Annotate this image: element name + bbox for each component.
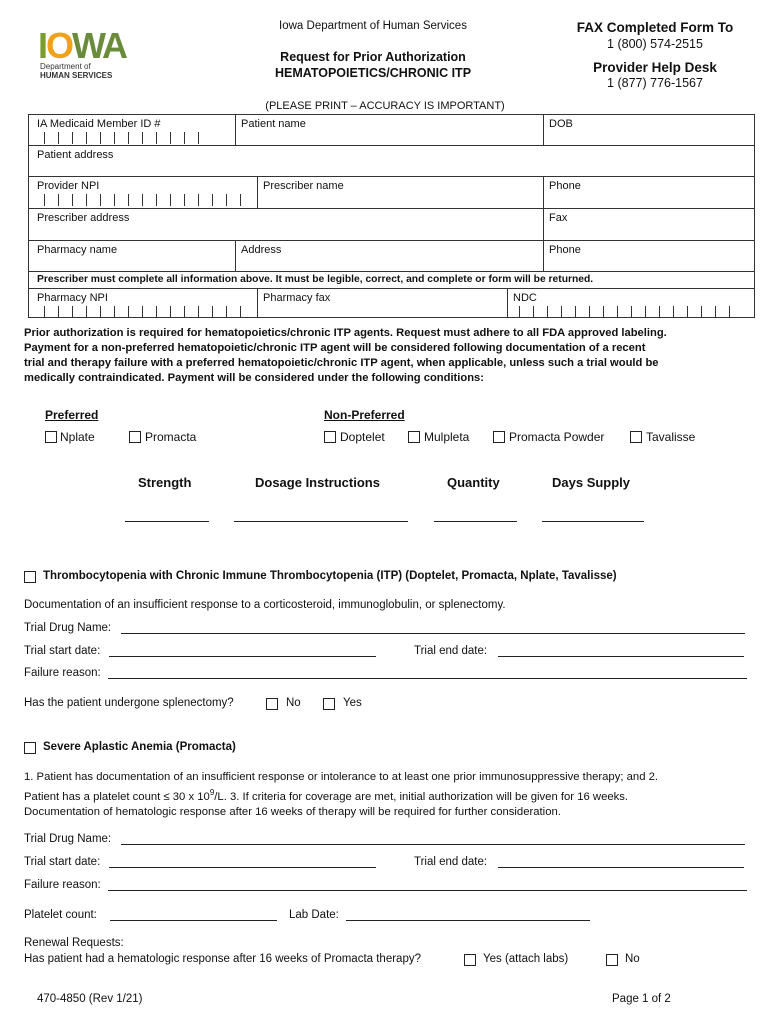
grid-line — [28, 145, 755, 146]
form-title-2: HEMATOPOIETICS/CHRONIC ITP — [274, 66, 472, 80]
renewal-yes-label: Yes (attach labs) — [483, 953, 569, 965]
logo-sub1: Department of — [40, 62, 91, 71]
form-title-1: Request for Prior Authorization — [280, 50, 466, 64]
grid-line — [28, 317, 755, 318]
dashed-separator — [28, 288, 755, 289]
doptelet-label: Doptelet — [340, 430, 385, 444]
dosage-input[interactable] — [234, 521, 408, 522]
intro-paragraph — [24, 326, 764, 386]
saa-checkbox[interactable] — [24, 742, 36, 754]
patient-name-label: Patient name — [241, 118, 306, 130]
nplate-label: Nplate — [60, 430, 95, 444]
phone-label: Phone — [549, 180, 581, 192]
renewal-no-checkbox[interactable] — [606, 954, 618, 966]
itp-trial-start-label: Trial start date: — [24, 645, 101, 657]
grid-line — [543, 240, 544, 271]
saa-line-part: Patient has a platelet count ≤ 30 x 10 — [24, 790, 210, 803]
grid-line — [28, 176, 755, 177]
mulpleta-label: Mulpleta — [424, 430, 470, 444]
splenectomy-yes-checkbox[interactable] — [323, 698, 335, 710]
page-number: Page 1 of 2 — [612, 993, 671, 1005]
grid-line — [507, 289, 508, 317]
days-supply-header: Days Supply — [552, 475, 631, 490]
help-desk-number: 1 (877) 776-1567 — [607, 76, 703, 90]
iowa-dhs-logo — [38, 25, 128, 83]
grid-line — [543, 176, 544, 208]
grid-line — [235, 240, 236, 271]
grid-line — [28, 271, 755, 272]
grid-line — [28, 240, 755, 241]
form-number: 470-4850 (Rev 1/21) — [37, 993, 143, 1005]
days-supply-input[interactable] — [542, 521, 644, 522]
splenectomy-question: Has the patient undergone splenectomy? — [24, 697, 234, 709]
saa-heading: Severe Aplastic Anemia (Promacta) — [43, 741, 236, 753]
saa-line: 1. Patient has documentation of an insufficient response or intolerance to at least one prior immunosuppressive therapy; and 2. — [24, 771, 659, 783]
dob-label: DOB — [549, 118, 573, 130]
nplate-checkbox[interactable] — [45, 431, 57, 443]
itp-trial-drug-input[interactable] — [121, 633, 745, 634]
grid-line — [28, 208, 755, 209]
saa-line — [24, 785, 764, 805]
help-desk-label: Provider Help Desk — [593, 60, 717, 75]
intro-line: trial and therapy failure with a preferred hematopoietic/chronic ITP agent, when applicable, unless such a trial would be — [24, 357, 659, 369]
itp-trial-end-input[interactable] — [498, 656, 744, 657]
saa-trial-start-input[interactable] — [109, 867, 376, 868]
print-note: (PLEASE PRINT – ACCURACY IS IMPORTANT) — [265, 100, 505, 112]
grid-line — [257, 176, 258, 208]
splenectomy-no-label: No — [286, 697, 301, 709]
promacta-powder-label: Promacta Powder — [509, 430, 605, 444]
quantity-header: Quantity — [447, 475, 500, 490]
promacta-powder-checkbox[interactable] — [493, 431, 505, 443]
provider-npi-input[interactable] — [44, 194, 254, 206]
logo-subtitle — [40, 62, 112, 80]
doptelet-checkbox[interactable] — [324, 431, 336, 443]
renewal-label: Renewal Requests: — [24, 937, 124, 949]
prescriber-name-label: Prescriber name — [263, 180, 344, 192]
saa-exponent: 9 — [209, 788, 215, 797]
fax-number: 1 (800) 574-2515 — [607, 37, 703, 51]
pharmacy-fax-label: Pharmacy fax — [263, 292, 331, 304]
fax-field-label: Fax — [549, 212, 568, 224]
address-label: Address — [241, 244, 282, 256]
intro-line: Prior authorization is required for hematopoietics/chronic ITP agents. Request must adhere to all FDA approved labeling. — [24, 327, 667, 339]
strength-header: Strength — [138, 475, 192, 490]
grid-line — [754, 289, 755, 317]
member-id-label: IA Medicaid Member ID # — [37, 118, 161, 130]
platelet-count-input[interactable] — [110, 920, 277, 921]
itp-trial-end-label: Trial end date: — [414, 645, 488, 657]
patient-address-label: Patient address — [37, 149, 114, 161]
saa-trial-end-input[interactable] — [498, 867, 744, 868]
tavalisse-checkbox[interactable] — [630, 431, 642, 443]
grid-line — [28, 289, 29, 317]
lab-date-label: Lab Date: — [289, 909, 339, 921]
pharmacy-name-label: Pharmacy name — [37, 244, 118, 256]
tavalisse-label: Tavalisse — [646, 430, 696, 444]
saa-failure-label: Failure reason: — [24, 879, 101, 891]
provider-npi-label: Provider NPI — [37, 180, 100, 192]
saa-trial-end-label: Trial end date: — [414, 856, 488, 868]
splenectomy-yes-label: Yes — [343, 697, 362, 709]
saa-line-part: /L. 3. If criteria for coverage are met, initial authorization will be given for 16 weeks. — [214, 790, 629, 803]
grid-line — [257, 289, 258, 317]
itp-failure-label: Failure reason: — [24, 667, 101, 679]
phone-2-label: Phone — [549, 244, 581, 256]
renewal-no-label: No — [625, 953, 640, 965]
pharmacy-npi-label: Pharmacy NPI — [37, 292, 108, 304]
platelet-count-label: Platelet count: — [24, 909, 97, 921]
prescriber-note: Prescriber must complete all information above. It must be legible, correct, and complete or form will be returned. — [37, 274, 594, 285]
itp-checkbox[interactable] — [24, 571, 36, 583]
grid-line — [543, 208, 544, 240]
saa-trial-drug-input[interactable] — [121, 844, 745, 845]
logo-wordmark: IOWA — [38, 25, 127, 66]
strength-input[interactable] — [125, 521, 209, 522]
saa-failure-input[interactable] — [108, 890, 747, 891]
saa-trial-start-label: Trial start date: — [24, 856, 101, 868]
fax-label: FAX Completed Form To — [576, 20, 734, 35]
renewal-question: Has patient had a hematologic response after 16 weeks of Promacta therapy? — [24, 953, 421, 965]
member-id-input[interactable] — [44, 132, 212, 144]
preferred-heading: Preferred — [45, 408, 99, 422]
prescriber-address-label: Prescriber address — [37, 212, 130, 224]
ndc-label: NDC — [513, 292, 537, 304]
itp-failure-input[interactable] — [108, 678, 747, 679]
mulpleta-checkbox[interactable] — [408, 431, 420, 443]
grid-line — [235, 114, 236, 145]
quantity-input[interactable] — [434, 521, 517, 522]
dosage-header: Dosage Instructions — [255, 475, 380, 490]
nonpreferred-heading: Non-Preferred — [324, 408, 405, 422]
intro-line: Payment for a non-preferred hematopoietic/chronic ITP agent will be considered following documentation of a recent — [24, 342, 646, 354]
promacta-checkbox[interactable] — [129, 431, 141, 443]
saa-trial-drug-label: Trial Drug Name: — [24, 833, 112, 845]
itp-trial-start-input[interactable] — [109, 656, 376, 657]
itp-trial-drug-label: Trial Drug Name: — [24, 622, 112, 634]
itp-heading: Thrombocytopenia with Chronic Immune Thrombocytopenia (ITP) (Doptelet, Promacta, Nplate, Tavalisse) — [43, 570, 617, 582]
lab-date-input[interactable] — [346, 920, 590, 921]
promacta-label: Promacta — [145, 430, 197, 444]
itp-documentation-text: Documentation of an insufficient response to a corticosteroid, immunoglobulin, or splenectomy. — [24, 599, 506, 611]
agency-name: Iowa Department of Human Services — [279, 20, 467, 32]
splenectomy-no-checkbox[interactable] — [266, 698, 278, 710]
saa-line: Documentation of hematologic response after 16 weeks of therapy will be required for further consideration. — [24, 805, 561, 818]
saa-criteria-paragraph — [24, 770, 764, 820]
renewal-yes-checkbox[interactable] — [464, 954, 476, 966]
logo-sub2: HUMAN SERVICES — [40, 71, 113, 80]
intro-line: medically contraindicated. Payment will be considered under the following conditions: — [24, 372, 485, 384]
grid-line — [543, 114, 544, 145]
